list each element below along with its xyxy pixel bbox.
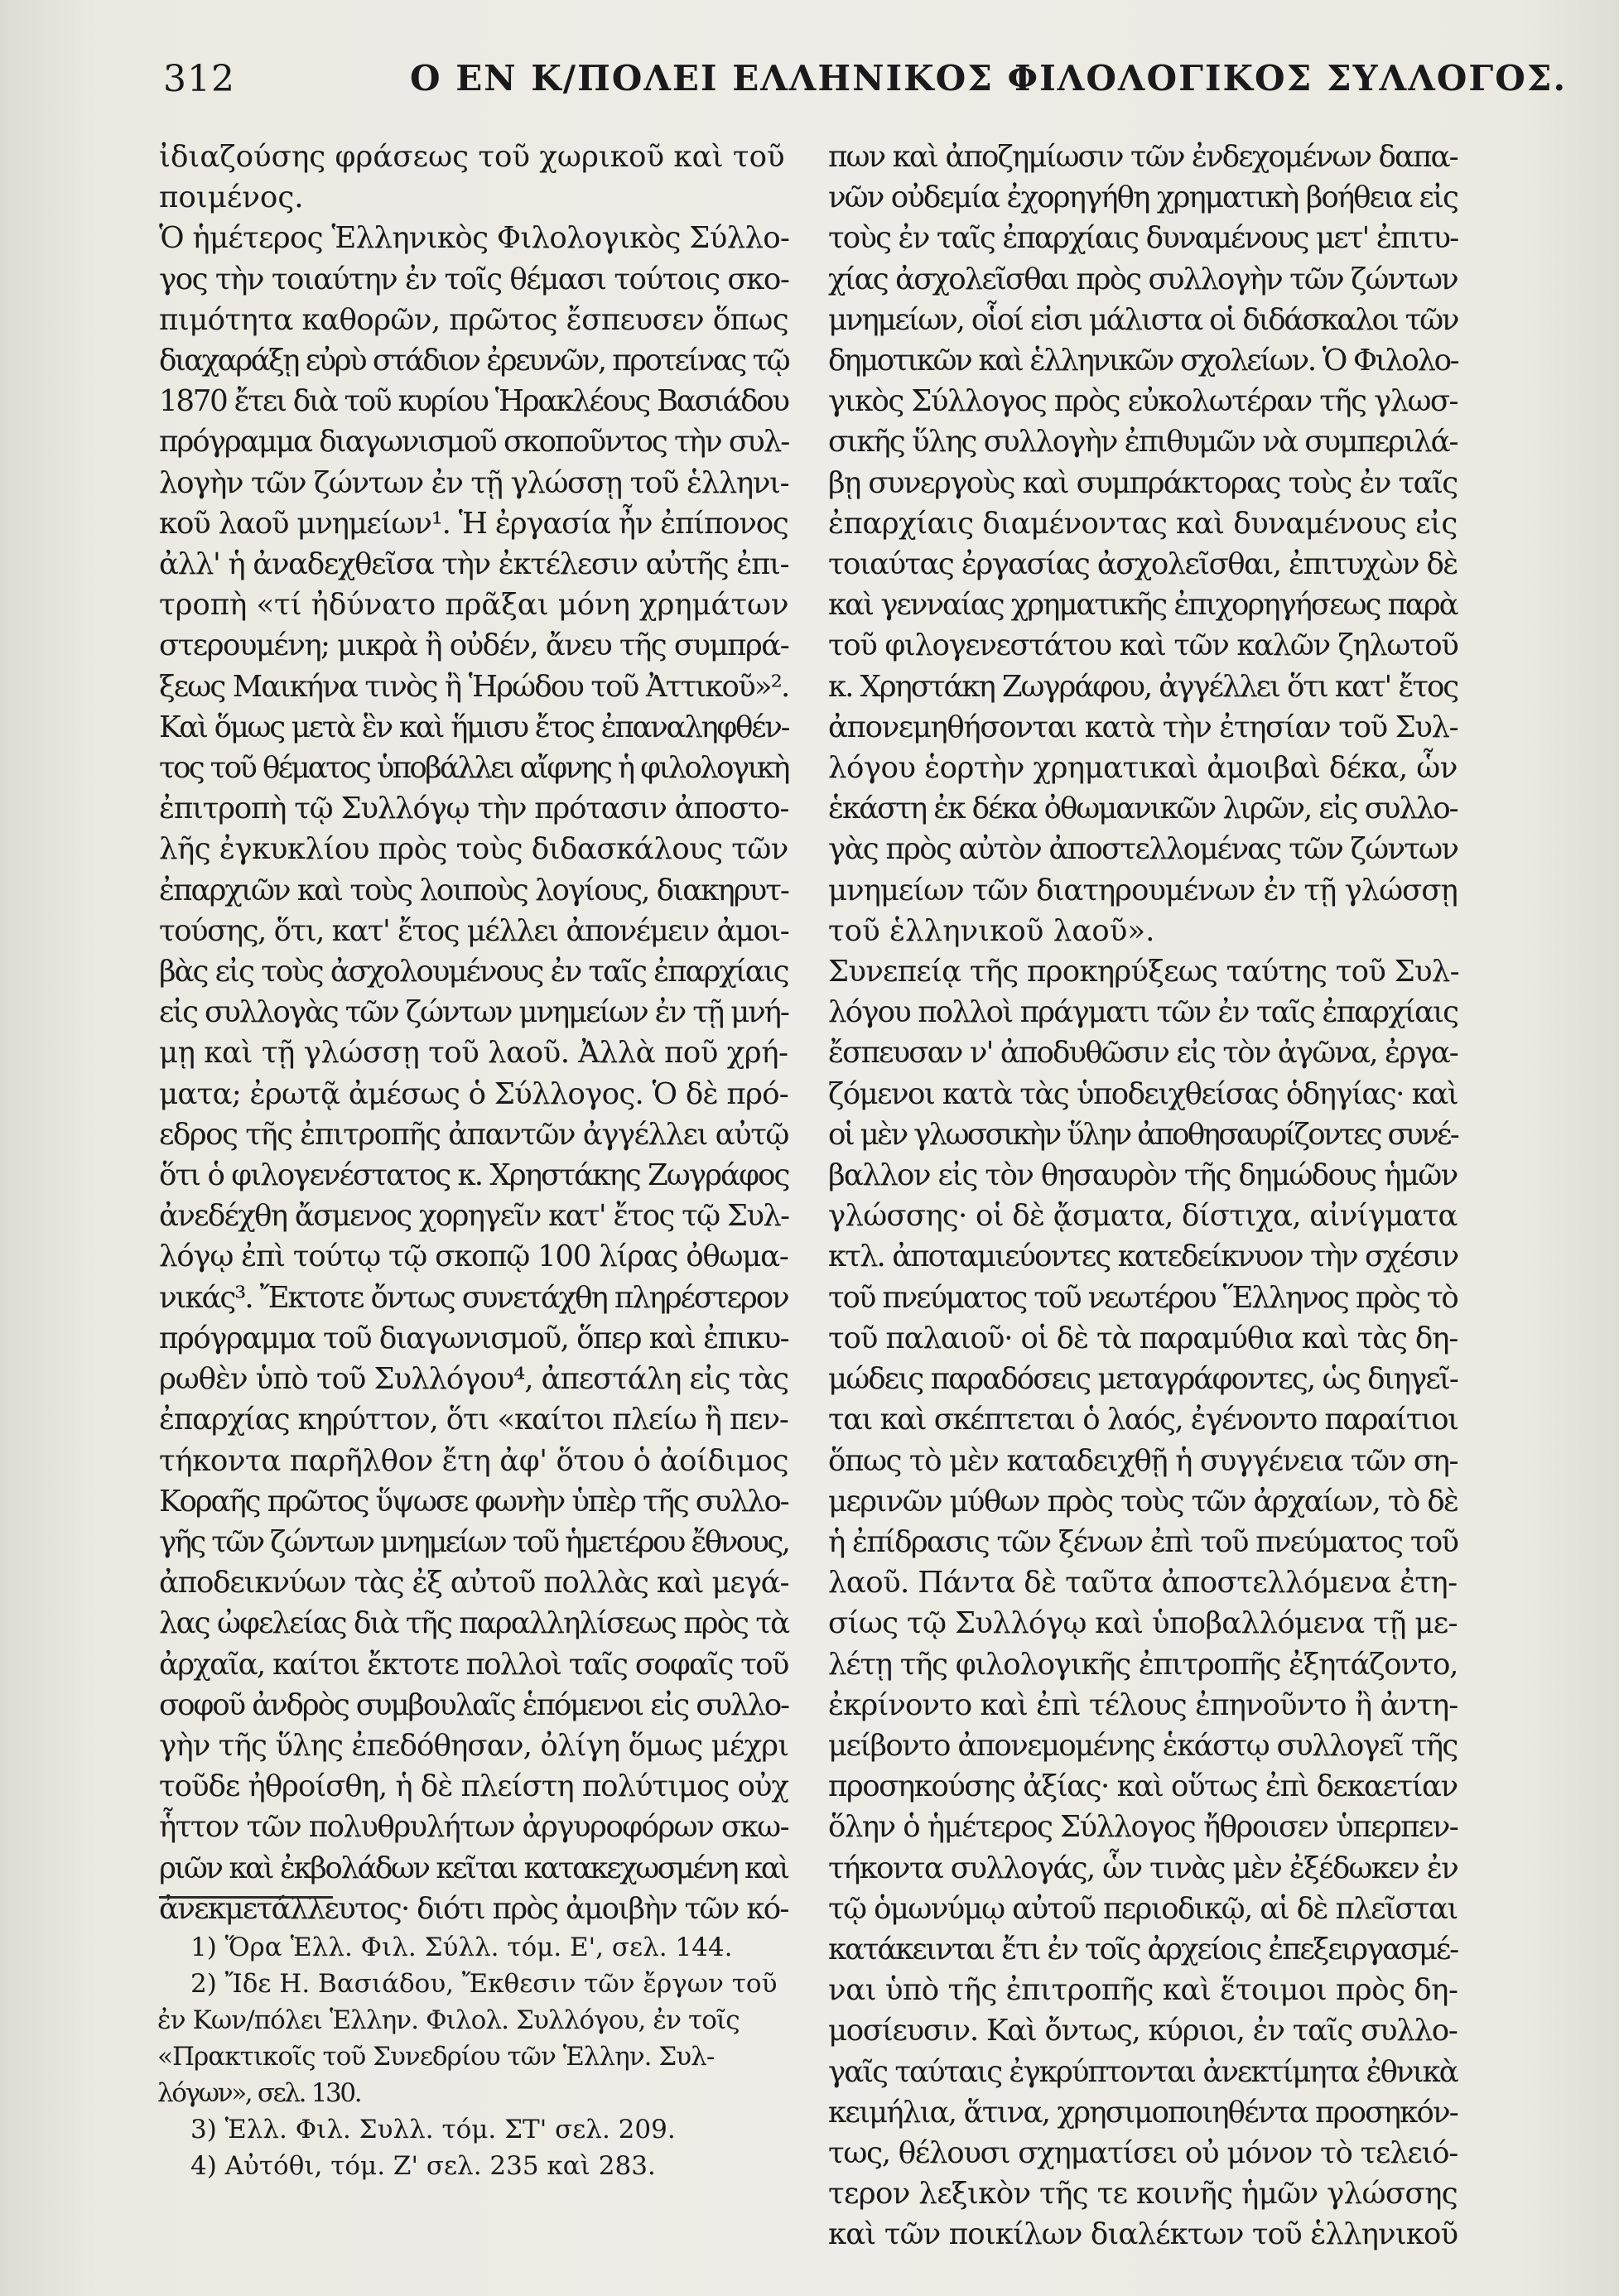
text-line: Συνεπείᾳ τῆς προκηρύξεως ταύτης τοῦ Συλ- [828, 955, 1459, 989]
text-line: κ. Χρηστάκη Ζωγράφου, ἀγγέλλει ὅτι κατ' ἔτος [828, 669, 1458, 704]
text-line: εδρος τῆς ἐπιτροπῆς ἀπαντῶν ἀγγέλλει αὐτῷ [159, 1117, 788, 1152]
text-line: ναι ὑπὸ τῆς ἐπιτροπῆς καὶ ἕτοιμοι πρὸς δη- [828, 1973, 1458, 2008]
text-line: λόγου πολλοὶ πράγματι τῶν ἐν ταῖς ἐπαρχίαις [828, 995, 1458, 1030]
text-line: οἱ μὲν γλωσσικὴν ὕλην ἀποθησαυρίζοντες συνέ- [828, 1117, 1458, 1152]
text-line: τοὺς ἐν ταῖς ἐπαρχίαις δυναμένους μετ' ἐπιτυ- [828, 221, 1458, 256]
text-line: στερουμένη; μικρὰ ἢ οὐδέν, ἄνευ τῆς συμπρά- [159, 628, 789, 663]
text-line: χίας ἀσχολεῖσθαι πρὸς συλλογὴν τῶν ζώντων [828, 262, 1458, 296]
text-line: ἐκρίνοντο καὶ ἐπὶ τέλους ἐπηνοῦντο ἢ ἀντη- [828, 1687, 1458, 1722]
left-column-text [159, 137, 788, 1929]
text-line: πρόγραμμα τοῦ διαγωνισμοῦ, ὅπερ καὶ ἐπικυ- [159, 1321, 789, 1355]
text-line: τοῦδε ἠθροίσθη, ἡ δὲ πλείστη πολύτιμος οὐχ [159, 1769, 788, 1804]
text-line: τοιαύτας ἐργασίας ἀσχολεῖσθαι, ἐπιτυχὼν δὲ [828, 547, 1458, 582]
text-line: ἰδιαζούσης φράσεως τοῦ χωρικοῦ καὶ τοῦ [159, 140, 785, 174]
text-line: ὅτι ὁ φιλογενέστατος κ. Χρηστάκης Ζωγράφος [159, 1158, 789, 1193]
footnote-line: λόγων», σελ. 130. [157, 2078, 361, 2108]
text-line: τήκοντα συλλογάς, ὧν τινὰς μὲν ἐξέδωκεν ἐν [828, 1851, 1458, 1885]
text-line: Κοραῆς πρῶτος ὕψωσε φωνὴν ὑπὲρ τῆς συλλο- [159, 1484, 788, 1519]
text-line: Καὶ ὅμως μετὰ ἓν καὶ ἥμισυ ἔτος ἐπαναληφθέν- [159, 710, 789, 744]
text-line: νικάς³. Ἔκτοτε ὄντως συνετάχθη πληρέστερον [159, 1280, 788, 1315]
text-line: μνημείων, οἷοί εἰσι μάλιστα οἱ διδάσκαλοι τῶν [828, 302, 1458, 337]
text-line: ξεως Μαικήνα τινὸς ἢ Ἡρώδου τοῦ Ἀττικοῦ»². [159, 669, 789, 704]
text-line: λογὴν τῶν ζώντων ἐν τῇ γλώσσῃ τοῦ ἑλληνι- [159, 465, 789, 500]
text-line: λόγου ἑορτὴν χρηματικαὶ ἀμοιβαὶ δέκα, ὧν [828, 751, 1458, 786]
text-line: τροπὴ «τί ἠδύνατο πρᾶξαι μόνη χρημάτων [159, 588, 789, 623]
text-line: μοσίευσιν. Καὶ ὄντως, κύριοι, ἐν ταῖς συλλο- [828, 2014, 1458, 2048]
text-line: βαλλον εἰς τὸν θησαυρὸν τῆς δημώδους ἡμῶν [828, 1158, 1458, 1193]
text-line: σίως τῷ Συλλόγῳ καὶ ὑποβαλλόμενα τῇ με- [828, 1606, 1458, 1641]
text-line: ται καὶ σκέπτεται ὁ λαός, ἐγένοντο παραίτιοι [828, 1403, 1458, 1437]
text-line: ριῶν καὶ ἐκβολάδων κεῖται κατακεχωσμένη καὶ [159, 1851, 788, 1885]
text-line: λῆς ἐγκυκλίου πρὸς τοὺς διδασκάλους τῶν [159, 832, 788, 867]
text-line: δημοτικῶν καὶ ἑλληνικῶν σχολείων. Ὁ Φιλολο- [828, 344, 1458, 378]
text-line: ὅλην ὁ ἡμέτερος Σύλλογος ἤθροισεν ὑπερπεν- [828, 1810, 1458, 1845]
text-line: μώδεις παραδόσεις μεταγράφοντες, ὡς διηγεῖ- [828, 1362, 1458, 1397]
text-line: ἐπαρχίας κηρύττον, ὅτι «καίτοι πλείω ἢ πεν- [159, 1403, 788, 1437]
text-line: εἰς συλλογὰς τῶν ζώντων μνημείων ἐν τῇ μνή- [159, 995, 788, 1030]
text-line: μνημείων τῶν διατηρουμένων ἐν τῇ γλώσσῃ [828, 873, 1458, 907]
text-line: τοῦ φιλογενεστάτου καὶ τῶν καλῶν ζηλωτοῦ [828, 628, 1458, 663]
text-line: βὰς εἰς τοὺς ἀσχολουμένους ἐν ταῖς ἐπαρχίαις [159, 955, 788, 989]
text-line: κειμήλια, ἅτινα, χρησιμοποιηθέντα προσηκόν- [828, 2095, 1458, 2130]
footnote-line: 2) Ἴδε Η. Βασιάδου, Ἔκθεσιν τῶν ἔργων τοῦ [190, 1969, 778, 1999]
text-line: πιμότητα καθορῶν, πρῶτος ἔσπευσεν ὅπως [159, 302, 789, 337]
text-line: γλώσσης· οἱ δὲ ᾄσματα, δίστιχα, αἰνίγματα [828, 1199, 1458, 1234]
text-line: ρωθὲν ὑπὸ τοῦ Συλλόγου⁴, ἀπεστάλη εἰς τὰς [159, 1362, 788, 1397]
text-line: τοῦ παλαιοῦ· οἱ δὲ τὰ παραμύθια καὶ τὰς δη- [828, 1321, 1458, 1355]
footnote-line: 3) Ἑλλ. Φιλ. Συλλ. τόμ. ΣΤ' σελ. 209. [190, 2115, 676, 2144]
text-line: ἑκάστη ἐκ δέκα ὀθωμανικῶν λιρῶν, εἰς συλλο- [828, 792, 1458, 826]
footnote-line: 1) Ὅρα Ἑλλ. Φιλ. Σύλλ. τόμ. Ε', σελ. 144. [190, 1933, 733, 1962]
footnote-line: 4) Αὐτόθι, τόμ. Ζ' σελ. 235 καὶ 283. [190, 2151, 656, 2181]
text-line: τως, θέλουσι σχηματίσει οὐ μόνον τὸ τελειό- [828, 2135, 1458, 2170]
text-line: ἐπιτροπὴ τῷ Συλλόγῳ τὴν πρότασιν ἀποστο- [159, 792, 789, 826]
text-line: λαοῦ. Πάντα δὲ ταῦτα ἀποστελλόμενα ἐτη- [828, 1566, 1458, 1600]
text-line: γαῖς ταύταις ἐγκρύπτονται ἀνεκτίμητα ἐθνικὰ [828, 2054, 1458, 2089]
text-line: τοῦ ἑλληνικοῦ λαοῦ». [828, 913, 1155, 948]
text-line: κοῦ λαοῦ μνημείων¹. Ἡ ἐργασία ἦν ἐπίπονος [159, 506, 788, 541]
text-line: γῆς τῶν ζώντων μνημείων τοῦ ἡμετέρου ἔθνους, [159, 1524, 789, 1559]
text-line: ματα; ἐρωτᾷ ἀμέσως ὁ Σύλλογος. Ὁ δὲ πρό- [159, 1076, 789, 1111]
text-line: ἡ ἐπίδρασις τῶν ξένων ἐπὶ τοῦ πνεύματος τοῦ [828, 1524, 1458, 1559]
page-number: 312 [163, 58, 235, 100]
text-line: ἀνεκμετάλλευτος· διότι πρὸς ἀμοιβὴν τῶν κό- [159, 1891, 788, 1926]
text-line: τήκοντα παρῆλθον ἔτη ἀφ' ὅτου ὁ ἀοίδιμος [159, 1443, 789, 1478]
text-line: πων καὶ ἀποζημίωσιν τῶν ἐνδεχομένων δαπα- [828, 140, 1458, 174]
text-line: ἀπονεμηθήσονται κατὰ τὴν ἐτησίαν τοῦ Συλ- [828, 710, 1458, 744]
text-line: ἀποδεικνύων τὰς ἐξ αὐτοῦ πολλὰς καὶ μεγά- [159, 1566, 789, 1600]
text-line: τος τοῦ θέματος ὑποβάλλει αἴφνης ἡ φιλολογικὴ [159, 751, 788, 786]
text-line: τούσης, ὅτι, κατ' ἔτος μέλλει ἀπονέμειν ἀμοι- [159, 913, 789, 948]
text-line: τερον λεξικὸν τῆς τε κοινῆς ἡμῶν γλώσσης [828, 2177, 1458, 2212]
text-line: σικῆς ὕλης συλλογὴν ἐπιθυμῶν νὰ συμπεριλά- [828, 425, 1458, 460]
text-line: πρόγραμμα διαγωνισμοῦ σκοποῦντος τὴν συλ- [159, 425, 789, 460]
text-line: ἀλλ' ἡ ἀναδεχθεῖσα τὴν ἐκτέλεσιν αὐτῆς ἐπι- [159, 547, 789, 582]
footnote-line: ἐν Κων/πόλει Ἑλλην. Φιλολ. Συλλόγου, ἐν τοῖς [157, 2005, 740, 2035]
text-line: καὶ γενναίας χρηματικῆς ἐπιχορηγήσεως παρὰ [828, 588, 1458, 623]
text-line: μῃ καὶ τῇ γλώσσῃ τοῦ λαοῦ. Ἀλλὰ ποῦ χρή- [159, 1036, 788, 1071]
text-line: ἐπαρχίαις διαμένοντας καὶ δυναμένους εἰς [828, 506, 1458, 541]
text-line: ἀνεδέχθη ἄσμενος χορηγεῖν κατ' ἔτος τῷ Συλ- [159, 1199, 789, 1234]
text-line: μερινῶν μύθων πρὸς τοὺς τῶν ἀρχαίων, τὸ δὲ [828, 1484, 1458, 1519]
footnotes [157, 1929, 787, 2184]
text-line: καὶ τῶν ποικίλων διαλέκτων τοῦ ἑλληνικοῦ [828, 2217, 1458, 2252]
text-line: κατάκεινται ἔτι ἐν τοῖς ἀρχείοις ἐπεξειργασμέ- [828, 1932, 1458, 1966]
text-line: λέτῃ τῆς φιλολογικῆς ἐπιτροπῆς ἐξητάζοντο, [828, 1647, 1458, 1682]
text-line: μείβοντο ἀπονεμομένης ἑκάστῳ συλλογεῖ τῆς [828, 1728, 1458, 1763]
text-line: γικὸς Σύλλογος πρὸς εὐκολωτέραν τῆς γλωσ- [828, 384, 1458, 419]
text-line: προσηκούσης ἀξίας· καὶ οὕτως ἐπὶ δεκαετίαν [828, 1769, 1458, 1804]
text-line: ζόμενοι κατὰ τὰς ὑποδειχθείσας ὁδηγίας· καὶ [828, 1076, 1458, 1111]
text-line: γος τὴν τοιαύτην ἐν τοῖς θέμασι τούτοις σκο- [159, 262, 789, 296]
text-line: ἔσπευσαν ν' ἀποδυθῶσιν εἰς τὸν ἀγῶνα, ἐργα- [828, 1036, 1458, 1071]
text-line: ἐπαρχιῶν καὶ τοὺς λοιποὺς λογίους, διακηρυτ- [159, 873, 788, 907]
text-line: τοῦ πνεύματος τοῦ νεωτέρου Ἕλληνος πρὸς τὸ [828, 1280, 1458, 1315]
footnote-separator [159, 1896, 333, 1899]
text-line: βῃ συνεργοὺς καὶ συμπράκτορας τοὺς ἐν ταῖς [828, 465, 1458, 500]
right-column-text [828, 137, 1458, 2255]
text-line: διαχαράξῃ εὐρὺ στάδιον ἐρευνῶν, προτείνας τῷ [159, 344, 789, 378]
text-line: ὅπως τὸ μὲν καταδειχθῇ ἡ συγγένεια τῶν ση- [828, 1443, 1458, 1478]
footnote-line: «Πρακτικοῖς τοῦ Συνεδρίου τῶν Ἑλλην. Συλ- [157, 2042, 715, 2072]
text-line: τῷ ὁμωνύμῳ αὐτοῦ περιοδικῷ, αἱ δὲ πλεῖσται [828, 1891, 1458, 1926]
text-line: 1870 ἔτει διὰ τοῦ κυρίου Ἡρακλέους Βασιάδου [159, 384, 788, 419]
text-line: ἧττον τῶν πολυθρυλήτων ἀργυροφόρων σκω- [159, 1810, 789, 1845]
running-title: Ο ΕΝ Κ/ΠΟΛΕΙ ΕΛΛΗΝΙΚΟΣ ΦΙΛΟΛΟΓΙΚΟΣ ΣΥΛΛΟΓΟΣ. [410, 58, 1568, 99]
text-line: Ὁ ἡμέτερος Ἑλληνικὸς Φιλολογικὸς Σύλλο- [159, 221, 790, 256]
text-line: ἀρχαῖα, καίτοι ἔκτοτε πολλοὶ ταῖς σοφαῖς τοῦ [159, 1647, 788, 1682]
text-line: γὴν τῆς ὕλης ἐπεδόθησαν, ὀλίγη ὅμως μέχρι [159, 1728, 789, 1763]
text-line: γὰς πρὸς αὐτὸν ἀποστελλομένας τῶν ζώντων [828, 832, 1458, 867]
text-line: λας ὠφελείας διὰ τῆς παραλληλίσεως πρὸς τὰ [159, 1606, 789, 1641]
text-line: λόγῳ ἐπὶ τούτῳ τῷ σκοπῷ 100 λίρας ὀθωμα- [159, 1239, 788, 1274]
text-line: κτλ. ἀποταμιεύοντες κατεδείκνυον τὴν σχέσιν [828, 1239, 1458, 1274]
page-header [153, 58, 1568, 108]
text-line: σοφοῦ ἀνδρὸς συμβουλαῖς ἑπόμενοι εἰς συλλο- [159, 1687, 788, 1722]
text-line: ποιμένος. [159, 181, 304, 215]
text-line: νῶν οὐδεμία ἐχορηγήθη χρηματικὴ βοήθεια εἰς [828, 181, 1458, 215]
